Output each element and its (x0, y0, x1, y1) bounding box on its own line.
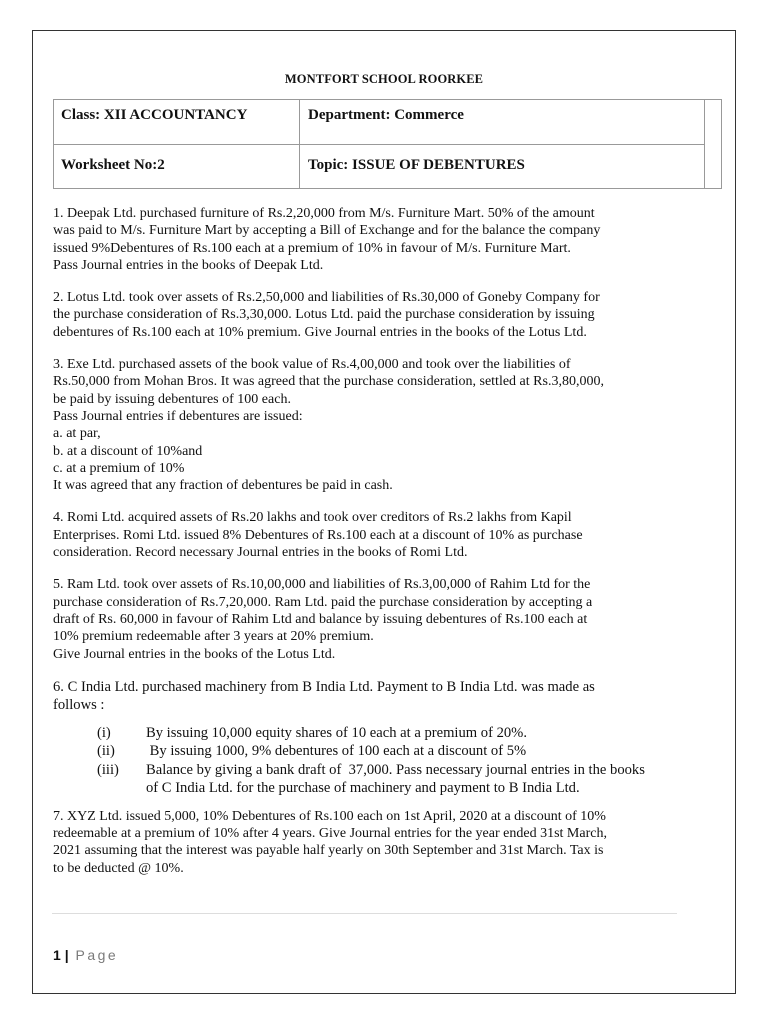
list-item (53, 742, 693, 761)
list-item-line: Balance by giving a bank draft of 37,000. Pass necessary journal entries in the books (146, 761, 645, 778)
question-line: the purchase consideration of Rs.3,30,000. Lotus Ltd. paid the purchase consideration by issuing (53, 307, 595, 323)
question-line: redeemable at a premium of 10% after 4 years. Give Journal entries for the year ended 31st March, (53, 826, 607, 842)
question-1 (53, 205, 693, 274)
question-line: 5. Ram Ltd. took over assets of Rs.10,00,000 and liabilities of Rs.3,00,000 of Rahim Ltd for the (53, 577, 591, 593)
question-line: 4. Romi Ltd. acquired assets of Rs.20 lakhs and took over creditors of Rs.2 lakhs from Kapil (53, 510, 572, 526)
info-table (53, 99, 722, 189)
question-line: c. at a premium of 10% (53, 460, 185, 476)
department-cell: Department: Commerce (308, 107, 464, 123)
page-separator: | (64, 947, 69, 963)
question-line: b. at a discount of 10%and (53, 443, 203, 459)
question-line: debentures of Rs.100 each at 10% premium. Give Journal entries in the books of the Lotus Ltd. (53, 324, 587, 340)
question-line: consideration. Record necessary Journal entries in the books of Romi Ltd. (53, 545, 468, 561)
question-line: to be deducted @ 10%. (53, 860, 184, 876)
question-line: 3. Exe Ltd. purchased assets of the book value of Rs.4,00,000 and took over the liabilities of (53, 357, 571, 373)
school-name: MONTFORT SCHOOL ROORKEE (284, 72, 484, 86)
worksheet-cell: Worksheet No:2 (61, 157, 165, 173)
list-item-line: of C India Ltd. for the purchase of machinery and payment to B India Ltd. (146, 780, 580, 797)
page-number: 1 (53, 947, 61, 963)
question-line: a. at par, (53, 426, 101, 442)
question-line: was paid to M/s. Furniture Mart by accepting a Bill of Exchange and for the balance the company (53, 223, 601, 239)
question-7 (53, 808, 693, 877)
topic-cell: Topic: ISSUE OF DEBENTURES (308, 157, 525, 173)
footer-divider (52, 913, 677, 914)
page-label: Page (75, 947, 119, 963)
question-line: Give Journal entries in the books of the Lotus Ltd. (53, 646, 336, 662)
question-2 (53, 289, 693, 341)
class-cell: Class: XII ACCOUNTANCY (61, 107, 248, 123)
table-divider (54, 144, 704, 145)
question-line: It was agreed that any fraction of debentures be paid in cash. (53, 478, 393, 494)
question-line: 2021 assuming that the interest was payable half yearly on 30th September and 31st March. Tax is (53, 843, 604, 859)
question-line: Rs.50,000 from Mohan Bros. It was agreed that the purchase consideration, settled at Rs.3,80,000, (53, 374, 604, 390)
list-item (53, 761, 693, 798)
list-item (53, 724, 693, 743)
question-line: purchase consideration of Rs.7,20,000. Ram Ltd. paid the purchase consideration by accepting a (53, 594, 593, 610)
list-item-number: (ii) (97, 743, 115, 760)
question-line: Enterprises. Romi Ltd. issued 8% Debentures of Rs.100 each at a discount of 10% as purchase (53, 527, 583, 543)
question-line: 2. Lotus Ltd. took over assets of Rs.2,50,000 and liabilities of Rs.30,000 of Goneby Company for (53, 290, 600, 306)
question-line: Pass Journal entries in the books of Deepak Ltd. (53, 257, 324, 273)
question-4 (53, 509, 693, 561)
question-line: 1. Deepak Ltd. purchased furniture of Rs.2,20,000 from M/s. Furniture Mart. 50% of the amount (53, 206, 595, 221)
list-item-text (146, 761, 693, 798)
question-line: Pass Journal entries if debentures are issued: (53, 408, 303, 424)
page-footer (53, 947, 118, 963)
question-5 (53, 576, 693, 662)
question-line: 10% premium redeemable after 3 years at 20% premium. (53, 629, 374, 645)
question-line: draft of Rs. 60,000 in favour of Rahim Ltd and balance by issuing debentures of Rs.100 each at (53, 611, 588, 627)
list-item-text: By issuing 1000, 9% debentures of 100 each at a discount of 5% (146, 743, 527, 760)
worksheet-questions (53, 205, 693, 892)
list-item-text: By issuing 10,000 equity shares of 10 each at a premium of 20%. (146, 724, 527, 741)
payment-list (53, 724, 693, 798)
question-line: 7. XYZ Ltd. issued 5,000, 10% Debentures of Rs.100 each on 1st April, 2020 at a discount of 10% (53, 808, 606, 824)
question-line: be paid by issuing debentures of 100 each. (53, 391, 291, 407)
list-item-number: (iii) (97, 761, 119, 778)
question-line: follows : (53, 696, 105, 713)
question-6 (53, 678, 693, 798)
question-line: issued 9%Debentures of Rs.100 each at a premium of 10% in favour of M/s. Furniture Mart. (53, 240, 571, 256)
question-line: 6. C India Ltd. purchased machinery from B India Ltd. Payment to B India Ltd. was made as (53, 678, 595, 695)
list-item-number: (i) (97, 724, 111, 741)
question-3 (53, 356, 693, 494)
table-divider (704, 100, 705, 188)
